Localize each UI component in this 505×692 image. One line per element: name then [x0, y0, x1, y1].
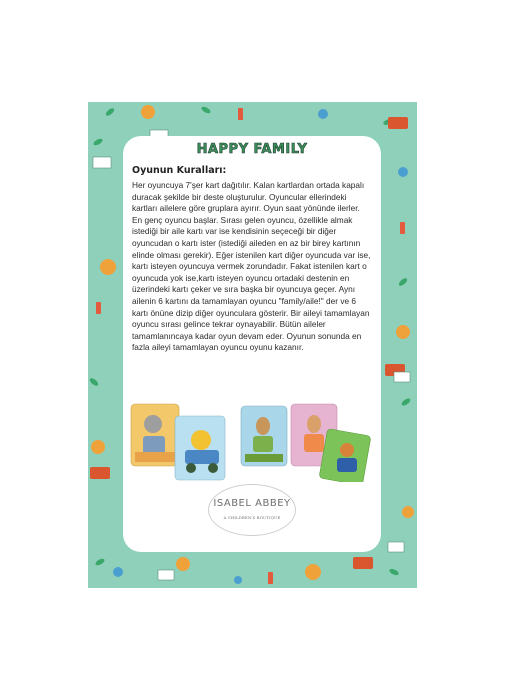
brand-tagline: A CHILDREN'S BOUTIQUE	[223, 516, 281, 520]
rules-heading: Oyunun Kuralları:	[132, 165, 227, 176]
playing-card-bird	[175, 416, 225, 480]
brand-name: ISABEL ABBEY	[213, 498, 291, 509]
brand-logo	[208, 484, 296, 536]
playing-card-rabbit-1	[241, 406, 287, 466]
rules-card	[123, 136, 381, 552]
card-illustrations	[129, 398, 375, 482]
playing-card-mouse	[131, 404, 179, 466]
banner-title: HAPPY FAMILY	[196, 142, 308, 157]
playing-card-fox	[319, 429, 371, 482]
rules-text: Her oyuncuya 7'şer kart dağıtılır. Kalan kartlardan ortada kapalı duracak şekilde bir deste oluşturulur. Oyuncular ellerindeki kartları ailelere göre gruplara ayırır. Oyun saat yönünde ilerler. En genç oyuncu başlar. Sırası gelen oyuncu, özellikle almak istediği bir aile kartı var ise kendisinin seçeceği bir diğer oyuncudan o kartı ister (istediği aileden en az bir birey kartının elinde olması gerekir). Eğer istenilen kart diğer oyuncuda var ise, kartı isteyen oyuncuya vermek zorundadır. Fakat istenilen kart o oyuncuda yok ise,kartı isteyen oyuncu ortadaki destenin en üzerindeki kartı çeker ve sıra başka bir oyuncuya geçer. Aynı ailenin 6 kartını da tamamlayan oyuncu "family/aile!" der ve 6 kartı önüne dizip diğer oyunculara gösterir. Bir aileyi tamamlayan oyuncu sırası gelince tekrar oynayabilir. Bütün aileler tamamlanıncaya kadar oyun devam eder. Oyunun sonunda en fazla aileyi tamamlayan oyuncu oyunu kazanır.	[132, 180, 371, 353]
product-image	[88, 102, 417, 588]
